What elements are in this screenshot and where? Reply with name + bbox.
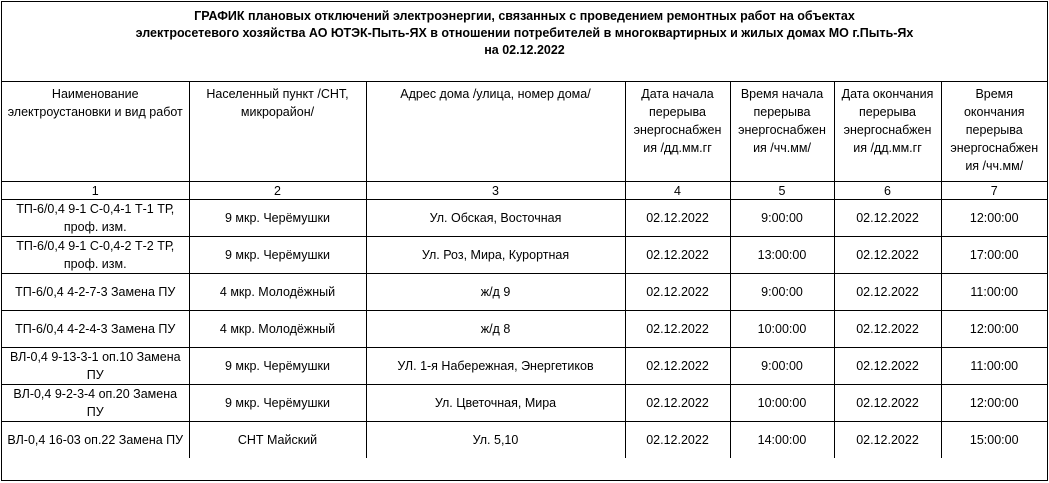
outage-schedule-sheet	[1, 1, 1048, 481]
address-cell: Ул. 5,10	[366, 422, 625, 459]
locality-cell: 9 мкр. Черёмушки	[189, 237, 366, 274]
table-row	[2, 348, 1047, 385]
end-time-cell: 12:00:00	[941, 385, 1047, 422]
installation-cell: ВЛ-0,4 16-03 оп.22 Замена ПУ	[2, 422, 189, 459]
address-cell: Ул. Роз, Мира, Курортная	[366, 237, 625, 274]
locality-cell: 9 мкр. Черёмушки	[189, 200, 366, 237]
address-cell: ж/д 9	[366, 274, 625, 311]
start-date-cell: 02.12.2022	[625, 385, 730, 422]
address-cell: Ул. Обская, Восточная	[366, 200, 625, 237]
header-cell-installation: Наименование электроустановки и вид работ	[2, 82, 189, 182]
start-time-cell: 10:00:00	[730, 311, 834, 348]
installation-cell: ТП-6/0,4 4-2-7-3 Замена ПУ	[2, 274, 189, 311]
start-time-cell: 9:00:00	[730, 348, 834, 385]
start-time-cell: 13:00:00	[730, 237, 834, 274]
installation-cell: ТП-6/0,4 9-1 С-0,4-1 Т-1 ТР, проф. изм.	[2, 200, 189, 237]
locality-cell: 4 мкр. Молодёжный	[189, 274, 366, 311]
end-time-cell: 12:00:00	[941, 311, 1047, 348]
outage-table	[2, 82, 1047, 458]
address-cell: Ул. Цветочная, Мира	[366, 385, 625, 422]
header-cell-locality: Населенный пункт /СНТ, микрорайон/	[189, 82, 366, 182]
title-line-1: ГРАФИК плановых отключений электроэнергии, связанных с проведением ремонтных работ на объектах	[194, 9, 855, 23]
title-line-2: электросетевого хозяйства АО ЮТЭК-Пыть-ЯХ в отношении потребителей в многоквартирных и жилых домах МО г.Пыть-Ях	[135, 26, 914, 40]
installation-cell: ТП-6/0,4 9-1 С-0,4-2 Т-2 ТР, проф. изм.	[2, 237, 189, 274]
end-time-cell: 11:00:00	[941, 274, 1047, 311]
table-row	[2, 274, 1047, 311]
start-time-cell: 14:00:00	[730, 422, 834, 459]
column-number: 4	[625, 182, 730, 200]
locality-cell: 9 мкр. Черёмушки	[189, 385, 366, 422]
table-row	[2, 237, 1047, 274]
table-row	[2, 385, 1047, 422]
column-number-row	[2, 182, 1047, 200]
column-number: 7	[941, 182, 1047, 200]
address-cell: ж/д 8	[366, 311, 625, 348]
end-time-cell: 12:00:00	[941, 200, 1047, 237]
start-time-cell: 10:00:00	[730, 385, 834, 422]
start-date-cell: 02.12.2022	[625, 237, 730, 274]
start-date-cell: 02.12.2022	[625, 422, 730, 459]
column-number: 3	[366, 182, 625, 200]
start-time-cell: 9:00:00	[730, 274, 834, 311]
schedule-title	[2, 2, 1047, 82]
start-date-cell: 02.12.2022	[625, 200, 730, 237]
header-row	[2, 82, 1047, 182]
header-cell-end-time: Время окончания перерыва энергоснабжен ия /чч.мм/	[941, 82, 1047, 182]
end-date-cell: 02.12.2022	[834, 311, 941, 348]
table-row	[2, 200, 1047, 237]
end-date-cell: 02.12.2022	[834, 274, 941, 311]
installation-cell: ТП-6/0,4 4-2-4-3 Замена ПУ	[2, 311, 189, 348]
end-time-cell: 15:00:00	[941, 422, 1047, 459]
locality-cell: СНТ Майский	[189, 422, 366, 459]
table-row	[2, 422, 1047, 459]
end-time-cell: 11:00:00	[941, 348, 1047, 385]
locality-cell: 9 мкр. Черёмушки	[189, 348, 366, 385]
installation-cell: ВЛ-0,4 9-13-3-1 оп.10 Замена ПУ	[2, 348, 189, 385]
end-date-cell: 02.12.2022	[834, 237, 941, 274]
end-time-cell: 17:00:00	[941, 237, 1047, 274]
address-cell: УЛ. 1-я Набережная, Энергетиков	[366, 348, 625, 385]
column-number: 5	[730, 182, 834, 200]
header-cell-start-time: Время начала перерыва энергоснабжен ия /чч.мм/	[730, 82, 834, 182]
header-cell-end-date: Дата окончания перерыва энергоснабжен ия /дд.мм.гг	[834, 82, 941, 182]
title-line-3: на 02.12.2022	[484, 43, 565, 57]
table-row	[2, 311, 1047, 348]
start-time-cell: 9:00:00	[730, 200, 834, 237]
installation-cell: ВЛ-0,4 9-2-3-4 оп.20 Замена ПУ	[2, 385, 189, 422]
end-date-cell: 02.12.2022	[834, 422, 941, 459]
column-number: 1	[2, 182, 189, 200]
header-cell-address: Адрес дома /улица, номер дома/	[366, 82, 625, 182]
header-cell-start-date: Дата начала перерыва энергоснабжен ия /дд.мм.гг	[625, 82, 730, 182]
column-number: 6	[834, 182, 941, 200]
column-number: 2	[189, 182, 366, 200]
start-date-cell: 02.12.2022	[625, 311, 730, 348]
locality-cell: 4 мкр. Молодёжный	[189, 311, 366, 348]
start-date-cell: 02.12.2022	[625, 274, 730, 311]
end-date-cell: 02.12.2022	[834, 385, 941, 422]
end-date-cell: 02.12.2022	[834, 200, 941, 237]
end-date-cell: 02.12.2022	[834, 348, 941, 385]
start-date-cell: 02.12.2022	[625, 348, 730, 385]
